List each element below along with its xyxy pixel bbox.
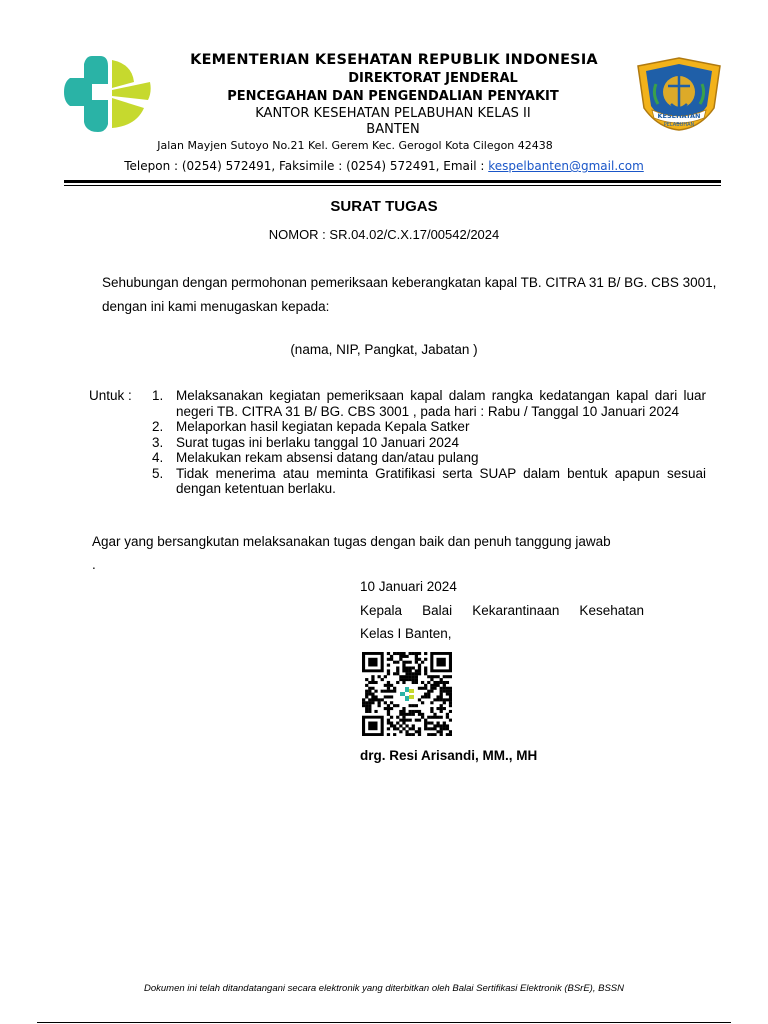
signer-name: drg. Resi Arisandi, MM., MH [360,748,538,763]
task-list [152,388,706,497]
directorate-name: DIREKTORAT JENDERAL [348,71,518,86]
contact-text: Telepon : (0254) 572491, Faksimile : (0254) 572491, Email : [124,159,489,173]
task-number: 3. [152,434,164,450]
footer-rule [37,1022,731,1023]
untuk-label: Untuk : [89,388,132,403]
emblem-text-bottom: PELABUHAN [663,122,695,128]
signer-position-line2: Kelas I Banten, [360,626,452,641]
list-item [152,388,706,419]
document-title: SURAT TUGAS [330,198,438,215]
emblem-text-top: KESEHATAN [657,112,701,120]
signature-qr-code [362,652,452,736]
task-number: 2. [152,419,164,434]
province-name: BANTEN [366,122,420,137]
electronic-signature-note: Dokumen ini telah ditandatangani secara elektronik yang diterbitkan oleh Balai Sertifikasi Elektronik (BSrE), BSSN [144,983,624,994]
task-number: 5. [152,465,164,481]
signer-position-line1: Kepala Balai Kekarantinaan Kesehatan [360,603,644,618]
task-text: Melaporkan hasil kegiatan kepada Kepala Satker [176,419,470,434]
intro-paragraph: Sehubungan dengan permohonan pemeriksaan keberangkatan kapal TB. CITRA 31 B/ BG. CBS 3001, dengan ini kami menugaskan kepada: [102,275,717,314]
assignee-placeholder: (nama, NIP, Pangkat, Jabatan ) [290,342,478,357]
list-item [152,450,706,466]
ministry-name: KEMENTERIAN KESEHATAN REPUBLIK INDONESIA [190,52,598,68]
list-item [152,419,706,435]
signature-date: 10 Januari 2024 [360,579,457,594]
contact-line [0,159,768,173]
task-text: Melakukan rekam absensi datang dan/atau pulang [176,450,479,465]
division-name: PENCEGAHAN DAN PENGENDALIAN PENYAKIT [227,89,559,104]
office-address: Jalan Mayjen Sutoyo No.21 Kel. Gerem Kec. Gerogol Kota Cilegon 42438 [157,139,553,152]
task-text: Surat tugas ini berlaku tanggal 10 Januari 2024 [176,434,459,450]
task-number: 1. [152,388,164,403]
task-number: 4. [152,450,164,465]
document-number: NOMOR : SR.04.02/C.X.17/00542/2024 [268,227,500,242]
list-item [152,435,706,451]
task-text: Tidak menerima atau meminta Gratifikasi serta SUAP dalam bentuk apapun sesuai dengan ketentuan berlaku. [176,465,706,496]
email-link[interactable]: kespelbanten@gmail.com [488,159,644,173]
task-text: Melaksanakan kegiatan pemeriksaan kapal dalam rangka kedatangan kapal dari luar negeri TB. CITRA 31 B/ BG. CBS 3001 , pada hari : Rabu / Tanggal 10 Januari 2024 [176,388,706,419]
letterhead-rule-thick [64,180,721,183]
letterhead-rule-thin [64,185,721,186]
list-item [152,466,706,497]
closing-dot: . [92,557,96,572]
closing-sentence: Agar yang bersangkutan melaksanakan tugas dengan baik dan penuh tanggung jawab [92,534,611,549]
office-name: KANTOR KESEHATAN PELABUHAN KELAS II [255,106,531,121]
